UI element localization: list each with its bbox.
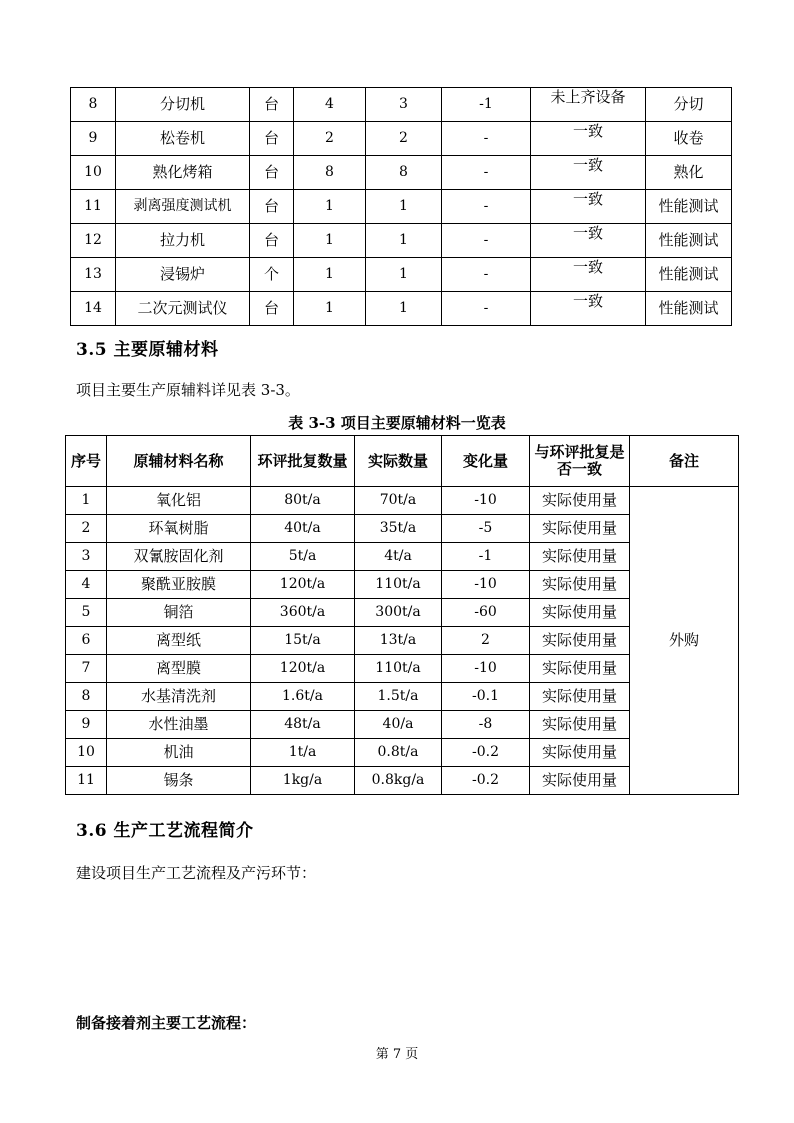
change-qty: -: [442, 258, 531, 292]
change-qty: -10: [442, 571, 530, 599]
change-qty: -: [442, 190, 531, 224]
consistency-cell: 一致: [531, 156, 646, 190]
actual-qty: 13t/a: [355, 627, 442, 655]
equipment-name: 剥离强度测试机: [116, 190, 250, 224]
approved-qty: 48t/a: [251, 711, 355, 739]
equipment-unit: 台: [250, 224, 294, 258]
materials-table-body: [66, 487, 739, 795]
change-qty: -: [442, 156, 531, 190]
actual-qty: 3: [366, 88, 442, 122]
table-row: [71, 292, 732, 326]
change-qty: 2: [442, 627, 530, 655]
material-name: 水性油墨: [107, 711, 251, 739]
row-no: 13: [71, 258, 116, 292]
table-row: [71, 258, 732, 292]
approved-qty: 8: [294, 156, 366, 190]
equipment-unit: 台: [250, 88, 294, 122]
approved-qty: 40t/a: [251, 515, 355, 543]
row-no: 5: [66, 599, 107, 627]
actual-qty: 110t/a: [355, 655, 442, 683]
actual-qty: 2: [366, 122, 442, 156]
header-approved: 环评批复数量: [251, 436, 355, 487]
approved-qty: 15t/a: [251, 627, 355, 655]
table-row: [71, 190, 732, 224]
materials-table-header: [66, 436, 739, 487]
actual-qty: 1: [366, 190, 442, 224]
equipment-unit: 台: [250, 292, 294, 326]
approved-qty: 360t/a: [251, 599, 355, 627]
change-qty: -: [442, 292, 531, 326]
actual-qty: 40/a: [355, 711, 442, 739]
section-heading-3-6: 3.6 生产工艺流程简介: [76, 821, 254, 841]
consistency-cell: 实际使用量: [530, 767, 630, 795]
consistency-cell: 一致: [531, 258, 646, 292]
consistency-cell: 实际使用量: [530, 487, 630, 515]
material-name: 氧化铝: [107, 487, 251, 515]
row-no: 6: [66, 627, 107, 655]
equipment-name: 松卷机: [116, 122, 250, 156]
equipment-name: 拉力机: [116, 224, 250, 258]
row-no: 4: [66, 571, 107, 599]
equipment-unit: 台: [250, 190, 294, 224]
change-qty: -5: [442, 515, 530, 543]
header-no: 序号: [66, 436, 107, 487]
actual-qty: 1: [366, 258, 442, 292]
header-name: 原辅材料名称: [107, 436, 251, 487]
consistency-cell: 一致: [531, 190, 646, 224]
consistency-cell: 实际使用量: [530, 515, 630, 543]
row-no: 8: [66, 683, 107, 711]
actual-qty: 35t/a: [355, 515, 442, 543]
row-no: 9: [66, 711, 107, 739]
header-row: [66, 436, 739, 487]
material-name: 离型膜: [107, 655, 251, 683]
row-no: 12: [71, 224, 116, 258]
process-subheading: 制备接着剂主要工艺流程：: [76, 1014, 257, 1032]
actual-qty: 1: [366, 224, 442, 258]
approved-qty: 5t/a: [251, 543, 355, 571]
remark-cell: 性能测试: [646, 258, 732, 292]
equipment-unit: 台: [250, 122, 294, 156]
approved-qty: 1t/a: [251, 739, 355, 767]
table-row: [71, 156, 732, 190]
table-caption: 表 3-3 项目主要原辅材料一览表: [288, 414, 506, 432]
header-actual: 实际数量: [355, 436, 442, 487]
approved-qty: 1kg/a: [251, 767, 355, 795]
approved-qty: 1.6t/a: [251, 683, 355, 711]
remark-cell: 熟化: [646, 156, 732, 190]
approved-qty: 120t/a: [251, 571, 355, 599]
approved-qty: 2: [294, 122, 366, 156]
material-name: 机油: [107, 739, 251, 767]
row-no: 11: [71, 190, 116, 224]
consistency-cell: 一致: [531, 292, 646, 326]
equipment-table-body: [71, 88, 732, 326]
table-row: [71, 224, 732, 258]
consistency-cell: 实际使用量: [530, 739, 630, 767]
material-name: 离型纸: [107, 627, 251, 655]
table-row: [71, 88, 732, 122]
change-qty: -1: [442, 543, 530, 571]
consistency-cell: 一致: [531, 224, 646, 258]
row-no: 2: [66, 515, 107, 543]
header-consistency: 与环评批复是否一致: [530, 436, 630, 487]
change-qty: -0.1: [442, 683, 530, 711]
remark-cell: 性能测试: [646, 292, 732, 326]
approved-qty: 1: [294, 258, 366, 292]
change-qty: -8: [442, 711, 530, 739]
page-number: 第 7 页: [375, 1047, 419, 1062]
approved-qty: 120t/a: [251, 655, 355, 683]
material-name: 环氧树脂: [107, 515, 251, 543]
material-name: 铜箔: [107, 599, 251, 627]
consistency-cell: 实际使用量: [530, 711, 630, 739]
remark-cell: 性能测试: [646, 224, 732, 258]
approved-qty: 1: [294, 190, 366, 224]
approved-qty: 1: [294, 292, 366, 326]
section-heading-3-5: 3.5 主要原辅材料: [76, 340, 219, 360]
equipment-name: 浸锡炉: [116, 258, 250, 292]
row-no: 10: [71, 156, 116, 190]
materials-table: [65, 435, 739, 795]
change-qty: -: [442, 122, 531, 156]
consistency-cell: 实际使用量: [530, 543, 630, 571]
material-name: 聚酰亚胺膜: [107, 571, 251, 599]
equipment-name: 二次元测试仪: [116, 292, 250, 326]
actual-qty: 0.8t/a: [355, 739, 442, 767]
change-qty: -: [442, 224, 531, 258]
table-row: [71, 122, 732, 156]
equipment-table: [70, 87, 732, 326]
change-qty: -60: [442, 599, 530, 627]
section-3-6-intro: 建设项目生产工艺流程及产污环节：: [76, 864, 317, 882]
row-no: 9: [71, 122, 116, 156]
consistency-cell: 实际使用量: [530, 627, 630, 655]
remark-merged-cell: 外购: [630, 487, 739, 795]
section-3-5-intro: 项目主要生产原辅料详见表 3-3。: [76, 381, 300, 399]
header-change: 变化量: [442, 436, 530, 487]
remark-cell: 收卷: [646, 122, 732, 156]
row-no: 7: [66, 655, 107, 683]
change-qty: -10: [442, 487, 530, 515]
row-no: 10: [66, 739, 107, 767]
equipment-unit: 个: [250, 258, 294, 292]
change-qty: -10: [442, 655, 530, 683]
equipment-name: 分切机: [116, 88, 250, 122]
consistency-cell: 实际使用量: [530, 571, 630, 599]
actual-qty: 4t/a: [355, 543, 442, 571]
consistency-cell: 实际使用量: [530, 655, 630, 683]
remark-cell: 分切: [646, 88, 732, 122]
material-name: 双氰胺固化剂: [107, 543, 251, 571]
actual-qty: 300t/a: [355, 599, 442, 627]
material-name: 锡条: [107, 767, 251, 795]
row-no: 1: [66, 487, 107, 515]
actual-qty: 110t/a: [355, 571, 442, 599]
approved-qty: 1: [294, 224, 366, 258]
actual-qty: 70t/a: [355, 487, 442, 515]
consistency-cell: 一致: [531, 122, 646, 156]
actual-qty: 0.8kg/a: [355, 767, 442, 795]
row-no: 3: [66, 543, 107, 571]
consistency-cell: 实际使用量: [530, 683, 630, 711]
actual-qty: 8: [366, 156, 442, 190]
change-qty: -1: [442, 88, 531, 122]
header-note: 备注: [630, 436, 739, 487]
consistency-cell: 未上齐设备: [531, 88, 646, 122]
row-no: 8: [71, 88, 116, 122]
change-qty: -0.2: [442, 739, 530, 767]
remark-cell: 性能测试: [646, 190, 732, 224]
change-qty: -0.2: [442, 767, 530, 795]
approved-qty: 4: [294, 88, 366, 122]
row-no: 11: [66, 767, 107, 795]
actual-qty: 1: [366, 292, 442, 326]
consistency-cell: 实际使用量: [530, 599, 630, 627]
table-row: [66, 487, 739, 515]
approved-qty: 80t/a: [251, 487, 355, 515]
material-name: 水基清洗剂: [107, 683, 251, 711]
row-no: 14: [71, 292, 116, 326]
actual-qty: 1.5t/a: [355, 683, 442, 711]
equipment-name: 熟化烤箱: [116, 156, 250, 190]
equipment-unit: 台: [250, 156, 294, 190]
